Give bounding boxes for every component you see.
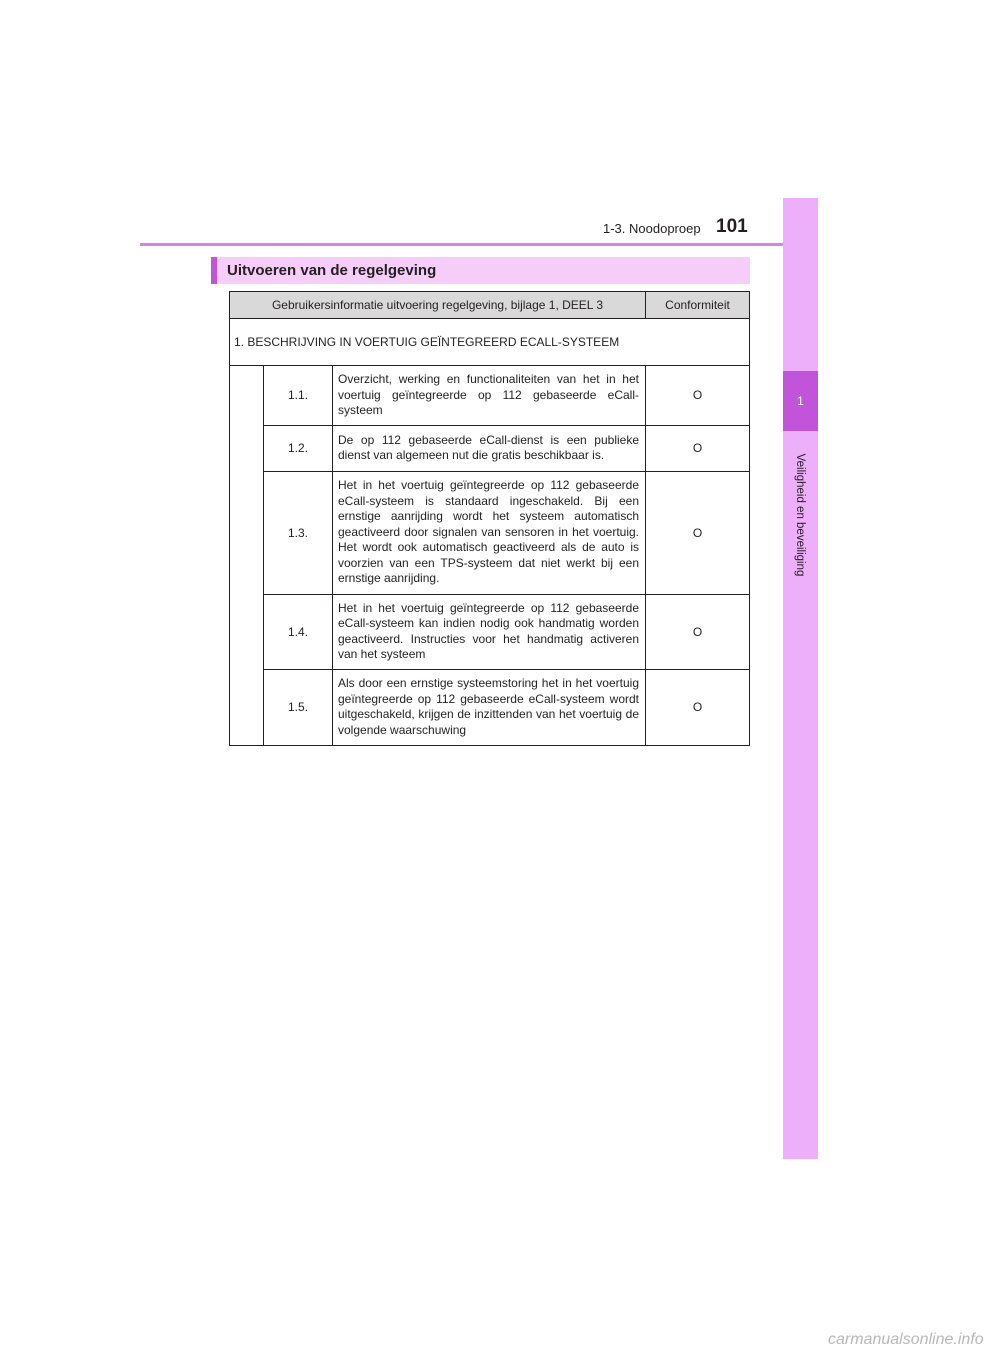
chapter-number: 1: [783, 371, 818, 431]
column-header-info: Gebruikersinformatie uitvoering regelgeving, bijlage 1, DEEL 3: [230, 292, 646, 319]
table-row: [230, 594, 750, 669]
section-heading: Uitvoeren van de regelgeving: [211, 257, 750, 284]
row-description: Het in het voertuig geïntegreerde op 112 gebaseerde eCall-systeem is standaard ingeschakeld. Bij een ernstige aanrijding wordt het systeem automatisch geactiveerd door signalen van sensoren in het voertuig. Het wordt ook automatisch geactiveerd als de auto is voorzien van een TPS-systeem dat niet werkt bij een ernstige aanrijding.: [333, 471, 646, 594]
chapter-side-tab: [783, 198, 818, 1159]
table-row: [230, 471, 750, 594]
row-conformity: O: [646, 366, 750, 426]
table-intro-row: [230, 319, 750, 366]
row-description: Overzicht, werking en functionaliteiten van het in het voertuig geïntegreerde op 112 gebaseerde eCall-systeem: [333, 366, 646, 426]
table-row: [230, 366, 750, 426]
row-description: Het in het voertuig geïntegreerde op 112 gebaseerde eCall-systeem kan indien nodig ook handmatig worden geactiveerd. Instructies voor het handmatig activeren van het systeem: [333, 594, 646, 669]
row-conformity: O: [646, 594, 750, 669]
header-rule: [140, 243, 818, 246]
watermark-logo: carmanualsonline.info: [828, 1331, 984, 1348]
row-number: 1.5.: [264, 669, 333, 745]
chapter-title-vertical: Veiligheid en beveiliging: [794, 453, 806, 577]
running-section-title: 1-3. Noodoproep: [603, 221, 701, 236]
row-conformity: O: [646, 471, 750, 594]
row-conformity: O: [646, 425, 750, 471]
row-number: 1.2.: [264, 425, 333, 471]
regulation-table: [229, 291, 750, 746]
page-number: 101: [716, 216, 748, 237]
indent-cell: [230, 366, 264, 746]
row-number: 1.3.: [264, 471, 333, 594]
row-number: 1.1.: [264, 366, 333, 426]
table-row: [230, 669, 750, 745]
row-number: 1.4.: [264, 594, 333, 669]
row-description: De op 112 gebaseerde eCall-dienst is een publieke dienst van algemeen nut die gratis beschikbaar is.: [333, 425, 646, 471]
row-conformity: O: [646, 669, 750, 745]
column-header-conformity: Conformiteit: [646, 292, 750, 319]
row-description: Als door een ernstige systeemstoring het in het voertuig geïntegreerde op 112 gebaseerde eCall-systeem wordt uitgeschakeld, krijgen de inzittenden van het voertuig de volgende waarschuwing: [333, 669, 646, 745]
table-header-row: [230, 292, 750, 319]
intro-cell: 1. BESCHRIJVING IN VOERTUIG GEÏNTEGREERD ECALL-SYSTEEM: [230, 319, 750, 366]
table-row: [230, 425, 750, 471]
